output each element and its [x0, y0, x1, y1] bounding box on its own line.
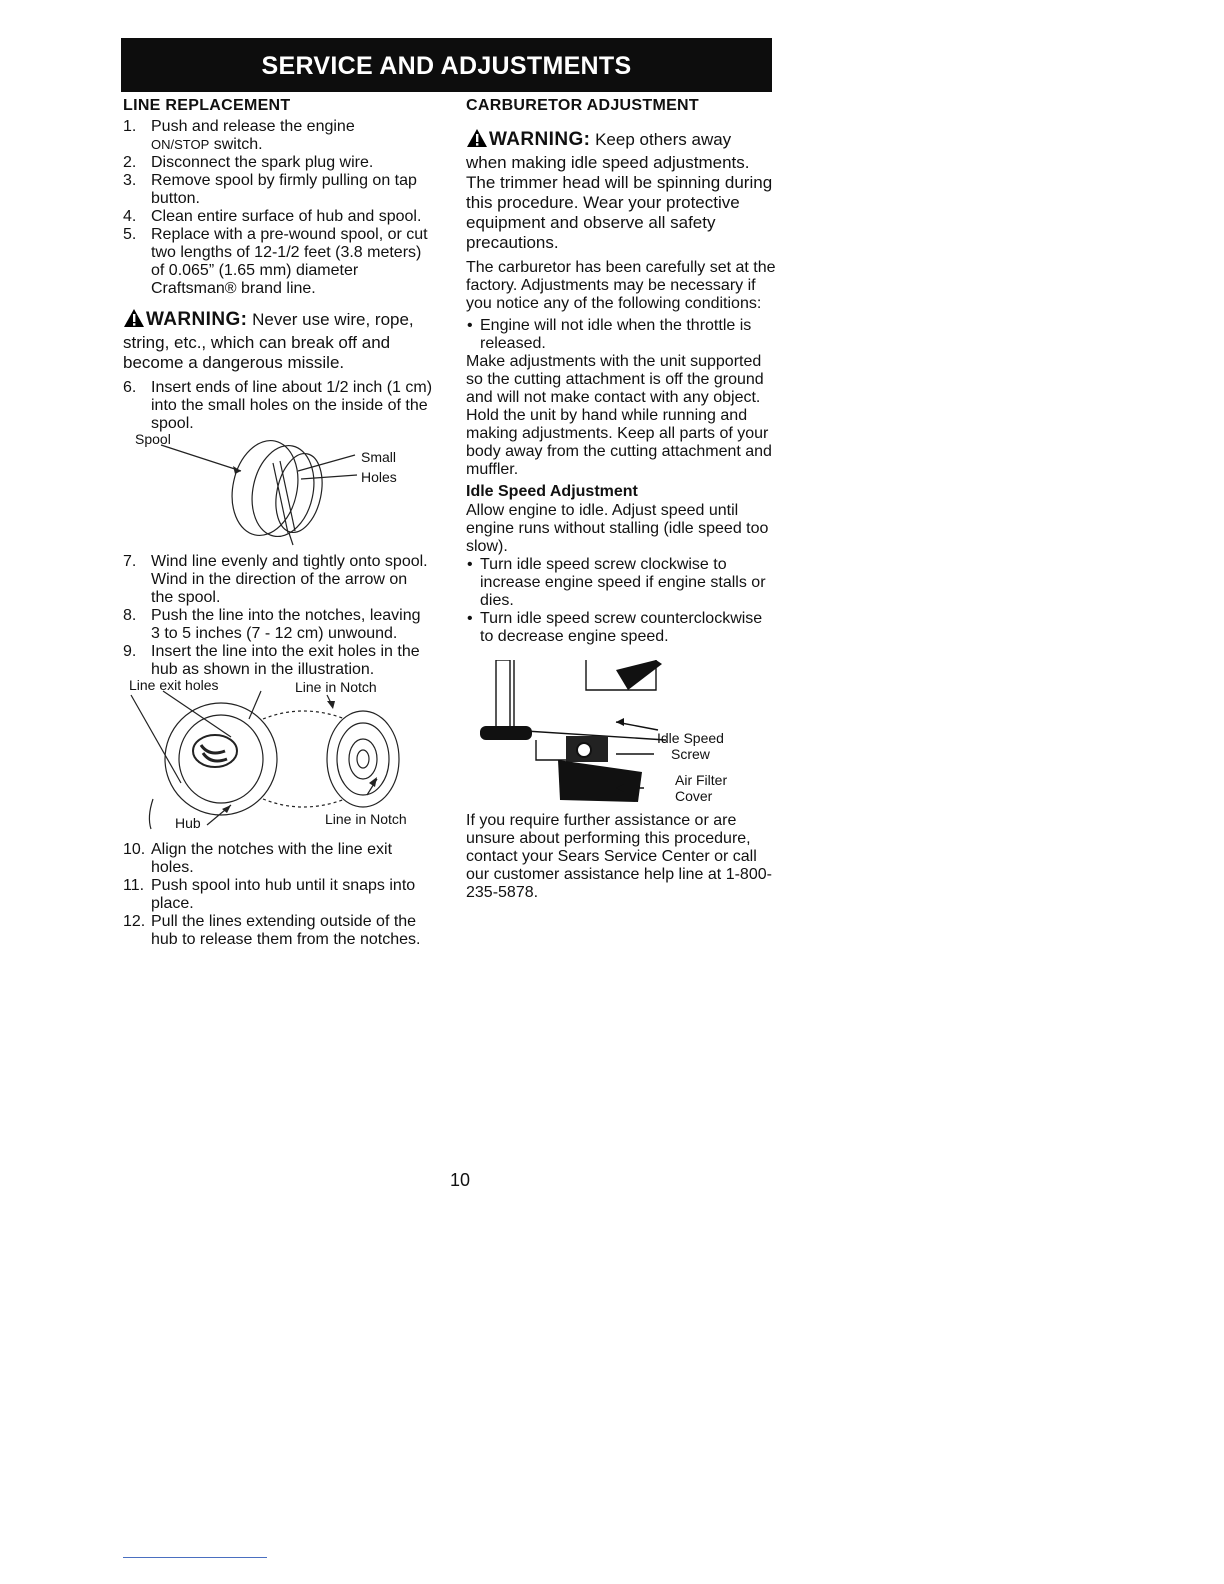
conditions-list	[466, 317, 776, 353]
idle-speed-heading: Idle Speed Adjustment	[466, 483, 638, 500]
list-item: • Turn idle speed screw counterclockwise to decrease engine speed.	[466, 610, 776, 646]
step-item	[123, 208, 433, 226]
warning-triangle-icon	[123, 308, 145, 333]
warning-text: Never use wire, rope, string, etc., which can break off and become a dangerous missile.	[123, 310, 414, 372]
step-text-small: ON/STOP	[151, 137, 210, 152]
step-number: 7.	[123, 553, 137, 570]
step-number: 10.	[123, 841, 146, 858]
steps-list-b	[123, 553, 433, 679]
carburetor-adjustment-heading: CARBURETOR ADJUSTMENT	[466, 97, 699, 114]
idle-speed-label-1: Idle Speed	[657, 730, 724, 746]
step-text: Insert the line into the exit holes in the hub as shown in the illustration.	[151, 643, 420, 678]
list-item: • Engine will not idle when the throttle is released.	[466, 317, 776, 353]
idle-speed-label-2: Screw	[671, 746, 710, 762]
idle-speed-paragraph: Allow engine to idle. Adjust speed until engine runs without stalling (idle speed too slow).	[466, 502, 769, 555]
steps-list-c	[123, 841, 433, 949]
step-text: Wind line evenly and tightly onto spool. Wind in the direction of the arrow on the spool.	[151, 553, 428, 606]
step-text: Replace with a pre-wound spool, or cut two lengths of 12-1/2 feet (3.8 meters) of 0.065” (1.65 mm) diameter Craftsman® brand line.	[151, 226, 428, 297]
list-item: • Turn idle speed screw clockwise to increase engine speed if engine stalls or dies.	[466, 556, 776, 610]
step-item	[123, 118, 433, 154]
warning-text: Keep others away when making idle speed adjustments. The trimmer head will be spinning during this procedure. Wear your protective equipment and observe all safety precautions.	[466, 130, 773, 252]
hub-figure	[123, 679, 433, 841]
carburetor-warning	[466, 128, 776, 253]
air-filter-label-1: Air Filter	[675, 772, 728, 788]
step-text: Clean entire surface of hub and spool.	[151, 208, 422, 225]
idle-speed-list	[466, 556, 776, 646]
step-text: Push the line into the notches, leaving 3 to 5 inches (7 - 12 cm) unwound.	[151, 607, 421, 642]
assistance-paragraph: If you require further assistance or are unsure about performing this procedure, contact your Sears Service Center or call our customer assistance help line at 1-800-235-5878.	[466, 812, 772, 901]
left-column	[123, 96, 433, 949]
step-item	[123, 172, 433, 208]
step-item	[123, 154, 433, 172]
small-holes-label-2: Holes	[361, 469, 397, 485]
step-item	[123, 913, 433, 949]
carburetor-figure	[466, 660, 776, 812]
step-number: 8.	[123, 607, 137, 624]
carburetor-paragraph-1: The carburetor has been carefully set at the factory. Adjustments may be necessary if you notice any of the following conditions:	[466, 259, 776, 312]
step-number: 9.	[123, 643, 137, 660]
step-item	[123, 877, 433, 913]
right-column	[466, 96, 776, 906]
step-number: 4.	[123, 208, 137, 225]
step-text: Push spool into hub until it snaps into place.	[151, 877, 416, 912]
step-text: Insert ends of line about 1/2 inch (1 cm) into the small holes on the inside of the spool.	[151, 379, 433, 432]
carburetor-illustration	[466, 660, 776, 812]
warning-label: WARNING:	[489, 129, 591, 150]
page-number: 10	[450, 1170, 471, 1190]
warning-triangle-icon	[466, 128, 488, 153]
hub-label: Hub	[175, 815, 201, 831]
section-banner	[121, 38, 772, 92]
step-number: 6.	[123, 379, 137, 396]
step-text: Align the notches with the line exit holes.	[151, 841, 393, 876]
step-text-end: switch.	[209, 136, 263, 153]
air-filter-label-2: Cover	[675, 788, 713, 804]
wire-warning	[123, 308, 433, 373]
step-text: Remove spool by firmly pulling on tap button.	[151, 172, 417, 207]
spool-label: Spool	[135, 431, 171, 447]
step-text: Push and release the engine	[151, 118, 355, 135]
line-exit-holes-label: Line exit holes	[129, 677, 219, 693]
step-number: 3.	[123, 172, 137, 189]
line-replacement-heading: LINE REPLACEMENT	[123, 97, 291, 114]
footer-rule	[123, 1557, 267, 1558]
line-in-notch-bottom-label: Line in Notch	[325, 811, 407, 827]
step-item	[123, 643, 433, 679]
line-in-notch-top-label: Line in Notch	[295, 679, 377, 695]
warning-label: WARNING:	[146, 309, 248, 330]
step-item	[123, 553, 433, 607]
steps-list-6	[123, 379, 433, 433]
step-number: 11.	[123, 877, 145, 894]
spool-figure	[123, 433, 433, 553]
step-item	[123, 379, 433, 433]
step-text: Pull the lines extending outside of the hub to release them from the notches.	[151, 913, 421, 948]
steps-list-a	[123, 118, 433, 298]
small-holes-label-1: Small	[361, 449, 397, 465]
step-item	[123, 226, 433, 298]
page-title: SERVICE AND ADJUSTMENTS	[261, 52, 632, 80]
step-number: 1.	[123, 118, 137, 135]
step-number: 2.	[123, 154, 137, 171]
carburetor-paragraph-2: Make adjustments with the unit supported so the cutting attachment is off the ground and will not make contact with any object. Hold the unit by hand while running and making adjustments. Keep all parts of your body away from the cutting attachment and muffler.	[466, 353, 772, 478]
step-item	[123, 607, 433, 643]
step-number: 5.	[123, 226, 137, 243]
step-number: 12.	[123, 913, 146, 930]
step-item	[123, 841, 433, 877]
step-text: Disconnect the spark plug wire.	[151, 154, 374, 171]
